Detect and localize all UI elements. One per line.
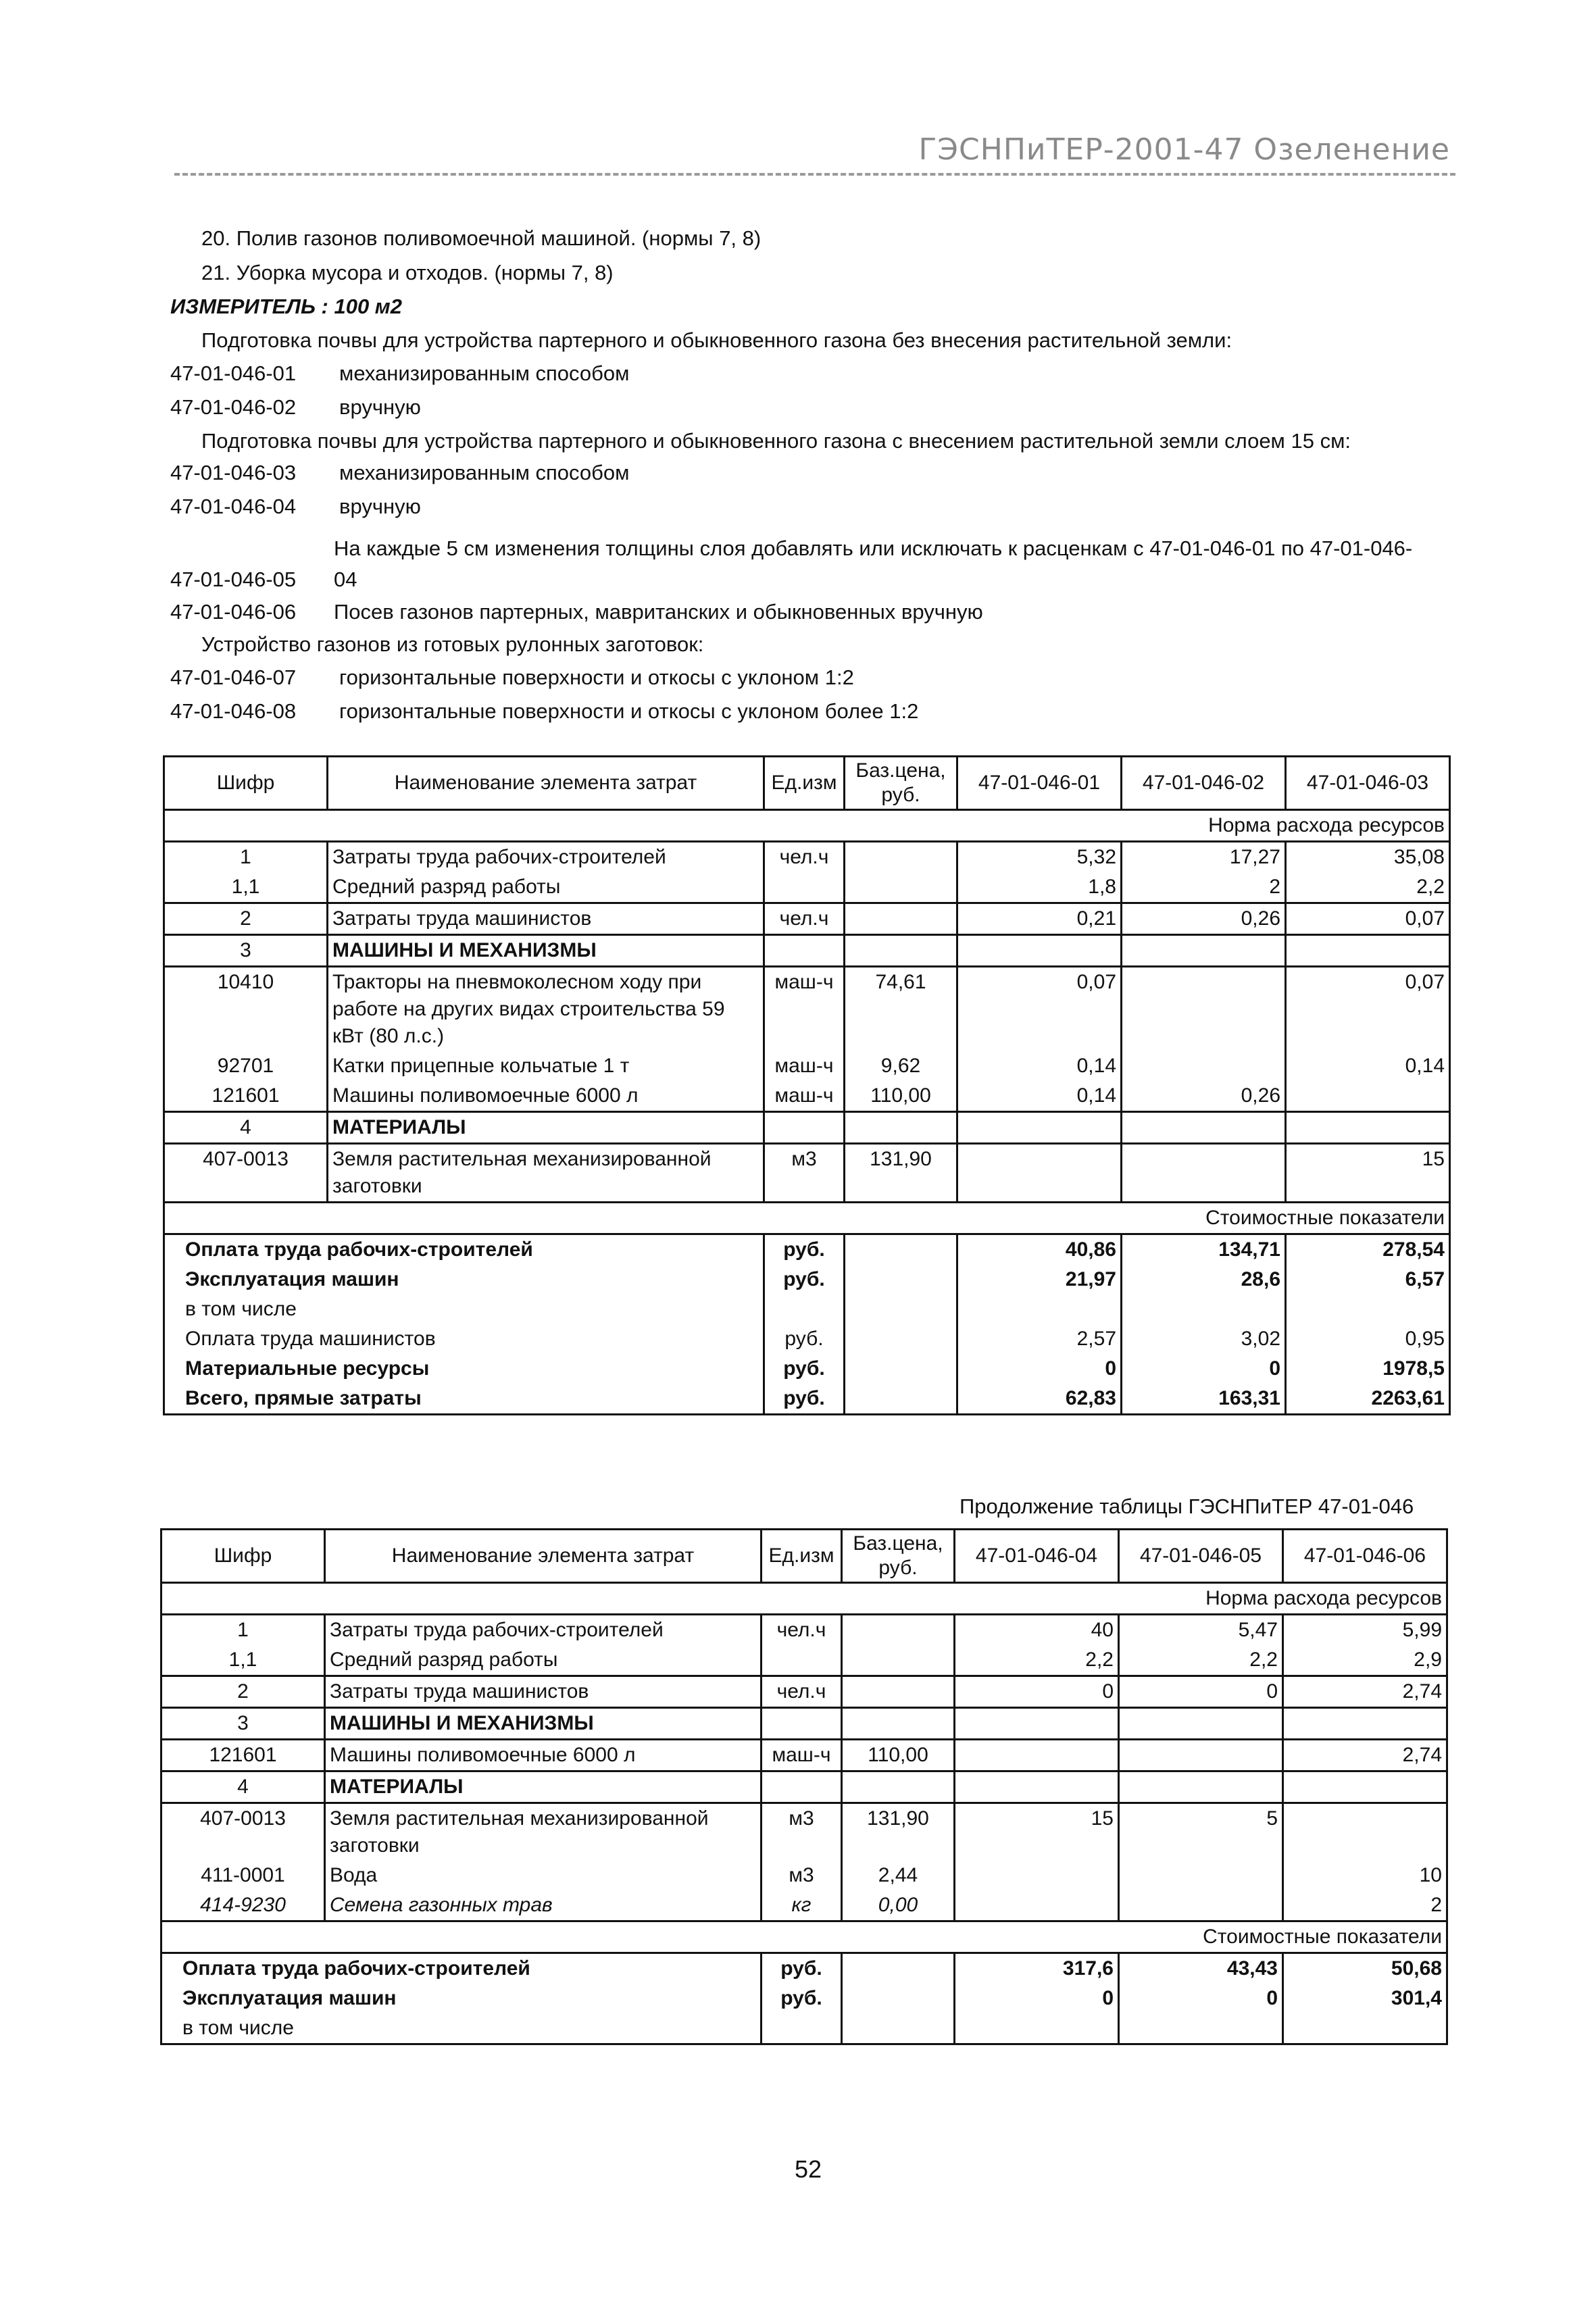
cell-value [1283, 1771, 1447, 1803]
total-value: 0 [957, 1354, 1122, 1384]
cell-value [955, 1890, 1119, 1921]
cell-name: Затраты труда машинистов [328, 903, 764, 935]
total-unit [764, 1294, 845, 1324]
running-header: ГЭСНПиТЕР-2001-47 Озеленение [918, 132, 1450, 167]
cell-name: МАТЕРИАЛЫ [325, 1771, 762, 1803]
col-header: 47-01-046-02 [1122, 757, 1286, 810]
cell-name: МАШИНЫ И МЕХАНИЗМЫ [328, 935, 764, 967]
total-unit: руб. [764, 1265, 845, 1294]
cell-code: 3 [161, 1708, 325, 1740]
table-row [161, 1615, 1447, 1646]
resource-table-1 [163, 755, 1451, 1415]
cell-value: 2,74 [1283, 1740, 1447, 1771]
cell-code: 1 [161, 1615, 325, 1646]
group-heading-3: Устройство газонов из готовых рулонных заготовок: [201, 632, 704, 656]
cell-code: 92701 [164, 1051, 328, 1081]
cell-unit [762, 1771, 842, 1803]
cell-value [955, 1771, 1119, 1803]
cell-value: 40 [955, 1615, 1119, 1646]
table-row [161, 1740, 1447, 1771]
table-row [161, 1890, 1447, 1921]
cell-price [842, 1645, 955, 1676]
cell-price: 0,00 [842, 1890, 955, 1921]
cell-price [842, 1676, 955, 1708]
item-desc: вручную [339, 495, 421, 518]
col-header: 47-01-046-04 [955, 1530, 1119, 1583]
table-caption: Продолжение таблицы ГЭСНПиТЕР 47-01-046 [959, 1494, 1414, 1518]
total-name: Эксплуатация машин [164, 1265, 764, 1294]
cell-value [1119, 1890, 1283, 1921]
col-header: Шифр [161, 1530, 325, 1583]
total-value: 3,02 [1122, 1324, 1286, 1354]
total-unit: руб. [762, 1984, 842, 2013]
total-value: 6,57 [1286, 1265, 1450, 1294]
cell-price [842, 1708, 955, 1740]
cell-value: 2,2 [1286, 872, 1450, 903]
total-row [161, 1953, 1447, 1984]
col-header: Наименование элемента затрат [325, 1530, 762, 1583]
cell-value: 0,07 [1286, 967, 1450, 1052]
table-row [164, 1081, 1450, 1112]
total-unit: руб. [764, 1384, 845, 1415]
cell-value [1122, 935, 1286, 967]
item-code: 47-01-046-08 [170, 699, 297, 723]
col-header: Ед.изм [762, 1530, 842, 1583]
table-row [161, 1803, 1447, 1861]
cell-code: 1 [164, 842, 328, 873]
cell-value [1122, 1144, 1286, 1203]
group-heading-2: Подготовка почвы для устройства партерного и обыкновенного газона с внесением растительной земли слоем 15 см: [201, 429, 1351, 453]
table-row [161, 1645, 1447, 1676]
table-row [164, 1144, 1450, 1203]
cell-value [955, 1708, 1119, 1740]
cell-price [845, 935, 957, 967]
cell-name: Тракторы на пневмоколесном ходу при работе на других видах строительства 59 кВт (80 л.с.) [328, 967, 764, 1052]
cell-value: 0,21 [957, 903, 1122, 935]
total-row [164, 1234, 1450, 1265]
cell-unit: маш-ч [764, 1081, 845, 1112]
total-value [1122, 1294, 1286, 1324]
total-value: 43,43 [1119, 1953, 1283, 1984]
cell-price [845, 842, 957, 873]
total-unit [762, 2013, 842, 2044]
total-row [164, 1354, 1450, 1384]
total-value: 278,54 [1286, 1234, 1450, 1265]
cell-value [1119, 1771, 1283, 1803]
total-value: 134,71 [1122, 1234, 1286, 1265]
cell-value: 2,74 [1283, 1676, 1447, 1708]
cell-value [955, 1861, 1119, 1890]
cell-price: 131,90 [842, 1803, 955, 1861]
item-desc: механизированным способом [339, 361, 630, 385]
cell-value: 10 [1283, 1861, 1447, 1890]
total-unit: руб. [764, 1234, 845, 1265]
cell-code: 407-0013 [161, 1803, 325, 1861]
cell-name: МАШИНЫ И МЕХАНИЗМЫ [325, 1708, 762, 1740]
cell-name: Затраты труда рабочих-строителей [325, 1615, 762, 1646]
total-value: 0 [955, 1984, 1119, 2013]
total-row [164, 1294, 1450, 1324]
item-code: 47-01-046-03 [170, 461, 297, 484]
cell-code: 411-0001 [161, 1861, 325, 1890]
cell-value: 0,14 [1286, 1051, 1450, 1081]
cell-unit: чел.ч [764, 842, 845, 873]
col-header: Баз.цена, руб. [842, 1530, 955, 1583]
cell-value: 0,07 [957, 967, 1122, 1052]
cell-value: 2,9 [1283, 1645, 1447, 1676]
cell-name: Машины поливомоечные 6000 л [328, 1081, 764, 1112]
cell-value: 15 [1286, 1144, 1450, 1203]
cell-price [845, 872, 957, 903]
cell-price: 110,00 [842, 1740, 955, 1771]
cell-value [957, 935, 1122, 967]
table-row [164, 1112, 1450, 1144]
cell-value: 2,2 [1119, 1645, 1283, 1676]
cell-value: 15 [955, 1803, 1119, 1861]
cell-unit: маш-ч [764, 1051, 845, 1081]
total-value [1283, 2013, 1447, 2044]
cell-name: Средний разряд работы [325, 1645, 762, 1676]
item-desc: горизонтальные поверхности и откосы с уклоном более 1:2 [339, 699, 919, 723]
total-unit: руб. [764, 1354, 845, 1384]
table-row [161, 1676, 1447, 1708]
cell-unit [764, 935, 845, 967]
unit-label: ИЗМЕРИТЕЛЬ : 100 м2 [170, 295, 402, 318]
cell-unit: м3 [762, 1803, 842, 1861]
total-value: 0 [1119, 1984, 1283, 2013]
cell-value: 0,14 [957, 1081, 1122, 1112]
item-desc: горизонтальные поверхности и откосы с уклоном 1:2 [339, 665, 854, 689]
cell-name: Земля растительная механизированной заготовки [325, 1803, 762, 1861]
cell-value: 2 [1283, 1890, 1447, 1921]
cell-unit: чел.ч [762, 1615, 842, 1646]
total-value: 40,86 [957, 1234, 1122, 1265]
total-value: 1978,5 [1286, 1354, 1450, 1384]
total-row [164, 1384, 1450, 1415]
cell-value: 0 [1119, 1676, 1283, 1708]
total-row [161, 1984, 1447, 2013]
cell-value [957, 1144, 1122, 1203]
cell-price: 2,44 [842, 1861, 955, 1890]
total-value [1119, 2013, 1283, 2044]
cell-value: 0,14 [957, 1051, 1122, 1081]
cell-name: Средний разряд работы [328, 872, 764, 903]
col-header: Баз.цена, руб. [845, 757, 957, 810]
cell-value [955, 1740, 1119, 1771]
cell-value: 2 [1122, 872, 1286, 903]
cell-code: 3 [164, 935, 328, 967]
group-heading-1: Подготовка почвы для устройства партерного и обыкновенного газона без внесения растительной земли: [201, 328, 1232, 352]
cell-value [1119, 1861, 1283, 1890]
table-row [164, 935, 1450, 967]
total-value: 21,97 [957, 1265, 1122, 1294]
total-row [164, 1265, 1450, 1294]
cell-name: Затраты труда рабочих-строителей [328, 842, 764, 873]
cell-unit: чел.ч [762, 1676, 842, 1708]
col-header: Наименование элемента затрат [328, 757, 764, 810]
cell-value [1122, 1051, 1286, 1081]
cell-price: 74,61 [845, 967, 957, 1052]
col-header: Шифр [164, 757, 328, 810]
col-header: 47-01-046-01 [957, 757, 1122, 810]
total-value [1286, 1294, 1450, 1324]
cell-value: 17,27 [1122, 842, 1286, 873]
total-name: в том числе [161, 2013, 762, 2044]
cell-unit: м3 [762, 1861, 842, 1890]
cell-value [957, 1112, 1122, 1144]
section-label: Стоимостные показатели [164, 1203, 1450, 1234]
table-row [164, 1051, 1450, 1081]
item-desc: Посев газонов партерных, мавританских и обыкновенных вручную [334, 600, 983, 624]
section-label: Норма расхода ресурсов [164, 810, 1450, 842]
total-unit: руб. [764, 1324, 845, 1354]
cell-value [1286, 935, 1450, 967]
cell-value: 1,8 [957, 872, 1122, 903]
cell-price [842, 1771, 955, 1803]
table-row [161, 1861, 1447, 1890]
item-desc: На каждые 5 см изменения толщины слоя добавлять или исключать к расценкам с 47-01-046-01 по 47-01-046- [334, 536, 1413, 560]
cell-code: 1,1 [161, 1645, 325, 1676]
total-name: Эксплуатация машин [161, 1984, 762, 2013]
item-code: 47-01-046-02 [170, 395, 297, 419]
cell-name: Затраты труда машинистов [325, 1676, 762, 1708]
cell-code: 1,1 [164, 872, 328, 903]
item-desc-cont: 04 [334, 568, 357, 591]
item-code: 47-01-046-01 [170, 361, 297, 385]
cell-code: 4 [161, 1771, 325, 1803]
cell-name: Земля растительная механизированной заготовки [328, 1144, 764, 1203]
total-value: 50,68 [1283, 1953, 1447, 1984]
cell-value: 5,47 [1119, 1615, 1283, 1646]
total-unit: руб. [762, 1953, 842, 1984]
total-name: Оплата труда рабочих-строителей [161, 1953, 762, 1984]
cell-price [845, 1112, 957, 1144]
cell-value [1283, 1803, 1447, 1861]
table-row [161, 1771, 1447, 1803]
cell-code: 10410 [164, 967, 328, 1052]
table-row [164, 872, 1450, 903]
col-header: 47-01-046-05 [1119, 1530, 1283, 1583]
cell-code: 2 [164, 903, 328, 935]
cell-value: 5,99 [1283, 1615, 1447, 1646]
cell-value [1119, 1740, 1283, 1771]
table-row [161, 1708, 1447, 1740]
cell-value: 0,26 [1122, 1081, 1286, 1112]
note-line-20: 20. Полив газонов поливомоечной машиной. (нормы 7, 8) [201, 226, 762, 250]
item-code: 47-01-046-07 [170, 665, 297, 689]
cell-value [1119, 1708, 1283, 1740]
cell-name: Семена газонных трав [325, 1890, 762, 1921]
cell-code: 121601 [164, 1081, 328, 1112]
cell-value: 0,26 [1122, 903, 1286, 935]
cell-price: 9,62 [845, 1051, 957, 1081]
table-row [164, 842, 1450, 873]
cell-value: 5,32 [957, 842, 1122, 873]
cell-unit: чел.ч [764, 903, 845, 935]
cell-name: МАТЕРИАЛЫ [328, 1112, 764, 1144]
total-value: 28,6 [1122, 1265, 1286, 1294]
cell-unit [764, 1112, 845, 1144]
cell-code: 407-0013 [164, 1144, 328, 1203]
total-value: 0 [1122, 1354, 1286, 1384]
total-value: 2263,61 [1286, 1384, 1450, 1415]
cell-code: 2 [161, 1676, 325, 1708]
resource-table-2 [160, 1528, 1448, 2045]
cell-code: 121601 [161, 1740, 325, 1771]
cell-unit [762, 1645, 842, 1676]
cell-unit [764, 872, 845, 903]
total-value: 317,6 [955, 1953, 1119, 1984]
page-number: 52 [795, 2155, 822, 2183]
cell-value [1122, 1112, 1286, 1144]
cell-value: 0 [955, 1676, 1119, 1708]
total-value [957, 1294, 1122, 1324]
section-label: Норма расхода ресурсов [161, 1583, 1447, 1615]
cell-code: 414-9230 [161, 1890, 325, 1921]
total-name: Оплата труда машинистов [164, 1324, 764, 1354]
total-name: в том числе [164, 1294, 764, 1324]
cell-value: 5 [1119, 1803, 1283, 1861]
col-header: 47-01-046-06 [1283, 1530, 1447, 1583]
total-value [955, 2013, 1119, 2044]
col-header: Ед.изм [764, 757, 845, 810]
total-value: 2,57 [957, 1324, 1122, 1354]
total-value: 163,31 [1122, 1384, 1286, 1415]
cell-unit: м3 [764, 1144, 845, 1203]
cell-unit: маш-ч [764, 967, 845, 1052]
col-header: 47-01-046-03 [1286, 757, 1450, 810]
cell-name: Катки прицепные кольчатые 1 т [328, 1051, 764, 1081]
total-name: Всего, прямые затраты [164, 1384, 764, 1415]
section-label: Стоимостные показатели [161, 1921, 1447, 1953]
header-rule [174, 173, 1455, 176]
total-value: 301,4 [1283, 1984, 1447, 2013]
cell-value: 0,07 [1286, 903, 1450, 935]
item-code: 47-01-046-06 [170, 600, 297, 624]
item-desc: вручную [339, 395, 421, 419]
cell-price: 110,00 [845, 1081, 957, 1112]
cell-name: Вода [325, 1861, 762, 1890]
total-value: 62,83 [957, 1384, 1122, 1415]
cell-value: 35,08 [1286, 842, 1450, 873]
total-name: Материальные ресурсы [164, 1354, 764, 1384]
item-desc: механизированным способом [339, 461, 630, 484]
cell-price [845, 903, 957, 935]
total-value: 0,95 [1286, 1324, 1450, 1354]
cell-unit [762, 1708, 842, 1740]
cell-unit: маш-ч [762, 1740, 842, 1771]
table-row [164, 903, 1450, 935]
cell-name: Машины поливомоечные 6000 л [325, 1740, 762, 1771]
item-code: 47-01-046-04 [170, 495, 297, 518]
cell-price: 131,90 [845, 1144, 957, 1203]
cell-value [1122, 967, 1286, 1052]
cell-code: 4 [164, 1112, 328, 1144]
cell-value: 2,2 [955, 1645, 1119, 1676]
item-code: 47-01-046-05 [170, 568, 297, 591]
cell-value [1286, 1112, 1450, 1144]
cell-value [1283, 1708, 1447, 1740]
cell-unit: кг [762, 1890, 842, 1921]
cell-value [1286, 1081, 1450, 1112]
total-name: Оплата труда рабочих-строителей [164, 1234, 764, 1265]
note-line-21: 21. Уборка мусора и отходов. (нормы 7, 8) [201, 261, 614, 284]
table-row [164, 967, 1450, 1052]
total-row [164, 1324, 1450, 1354]
total-row [161, 2013, 1447, 2044]
cell-price [842, 1615, 955, 1646]
